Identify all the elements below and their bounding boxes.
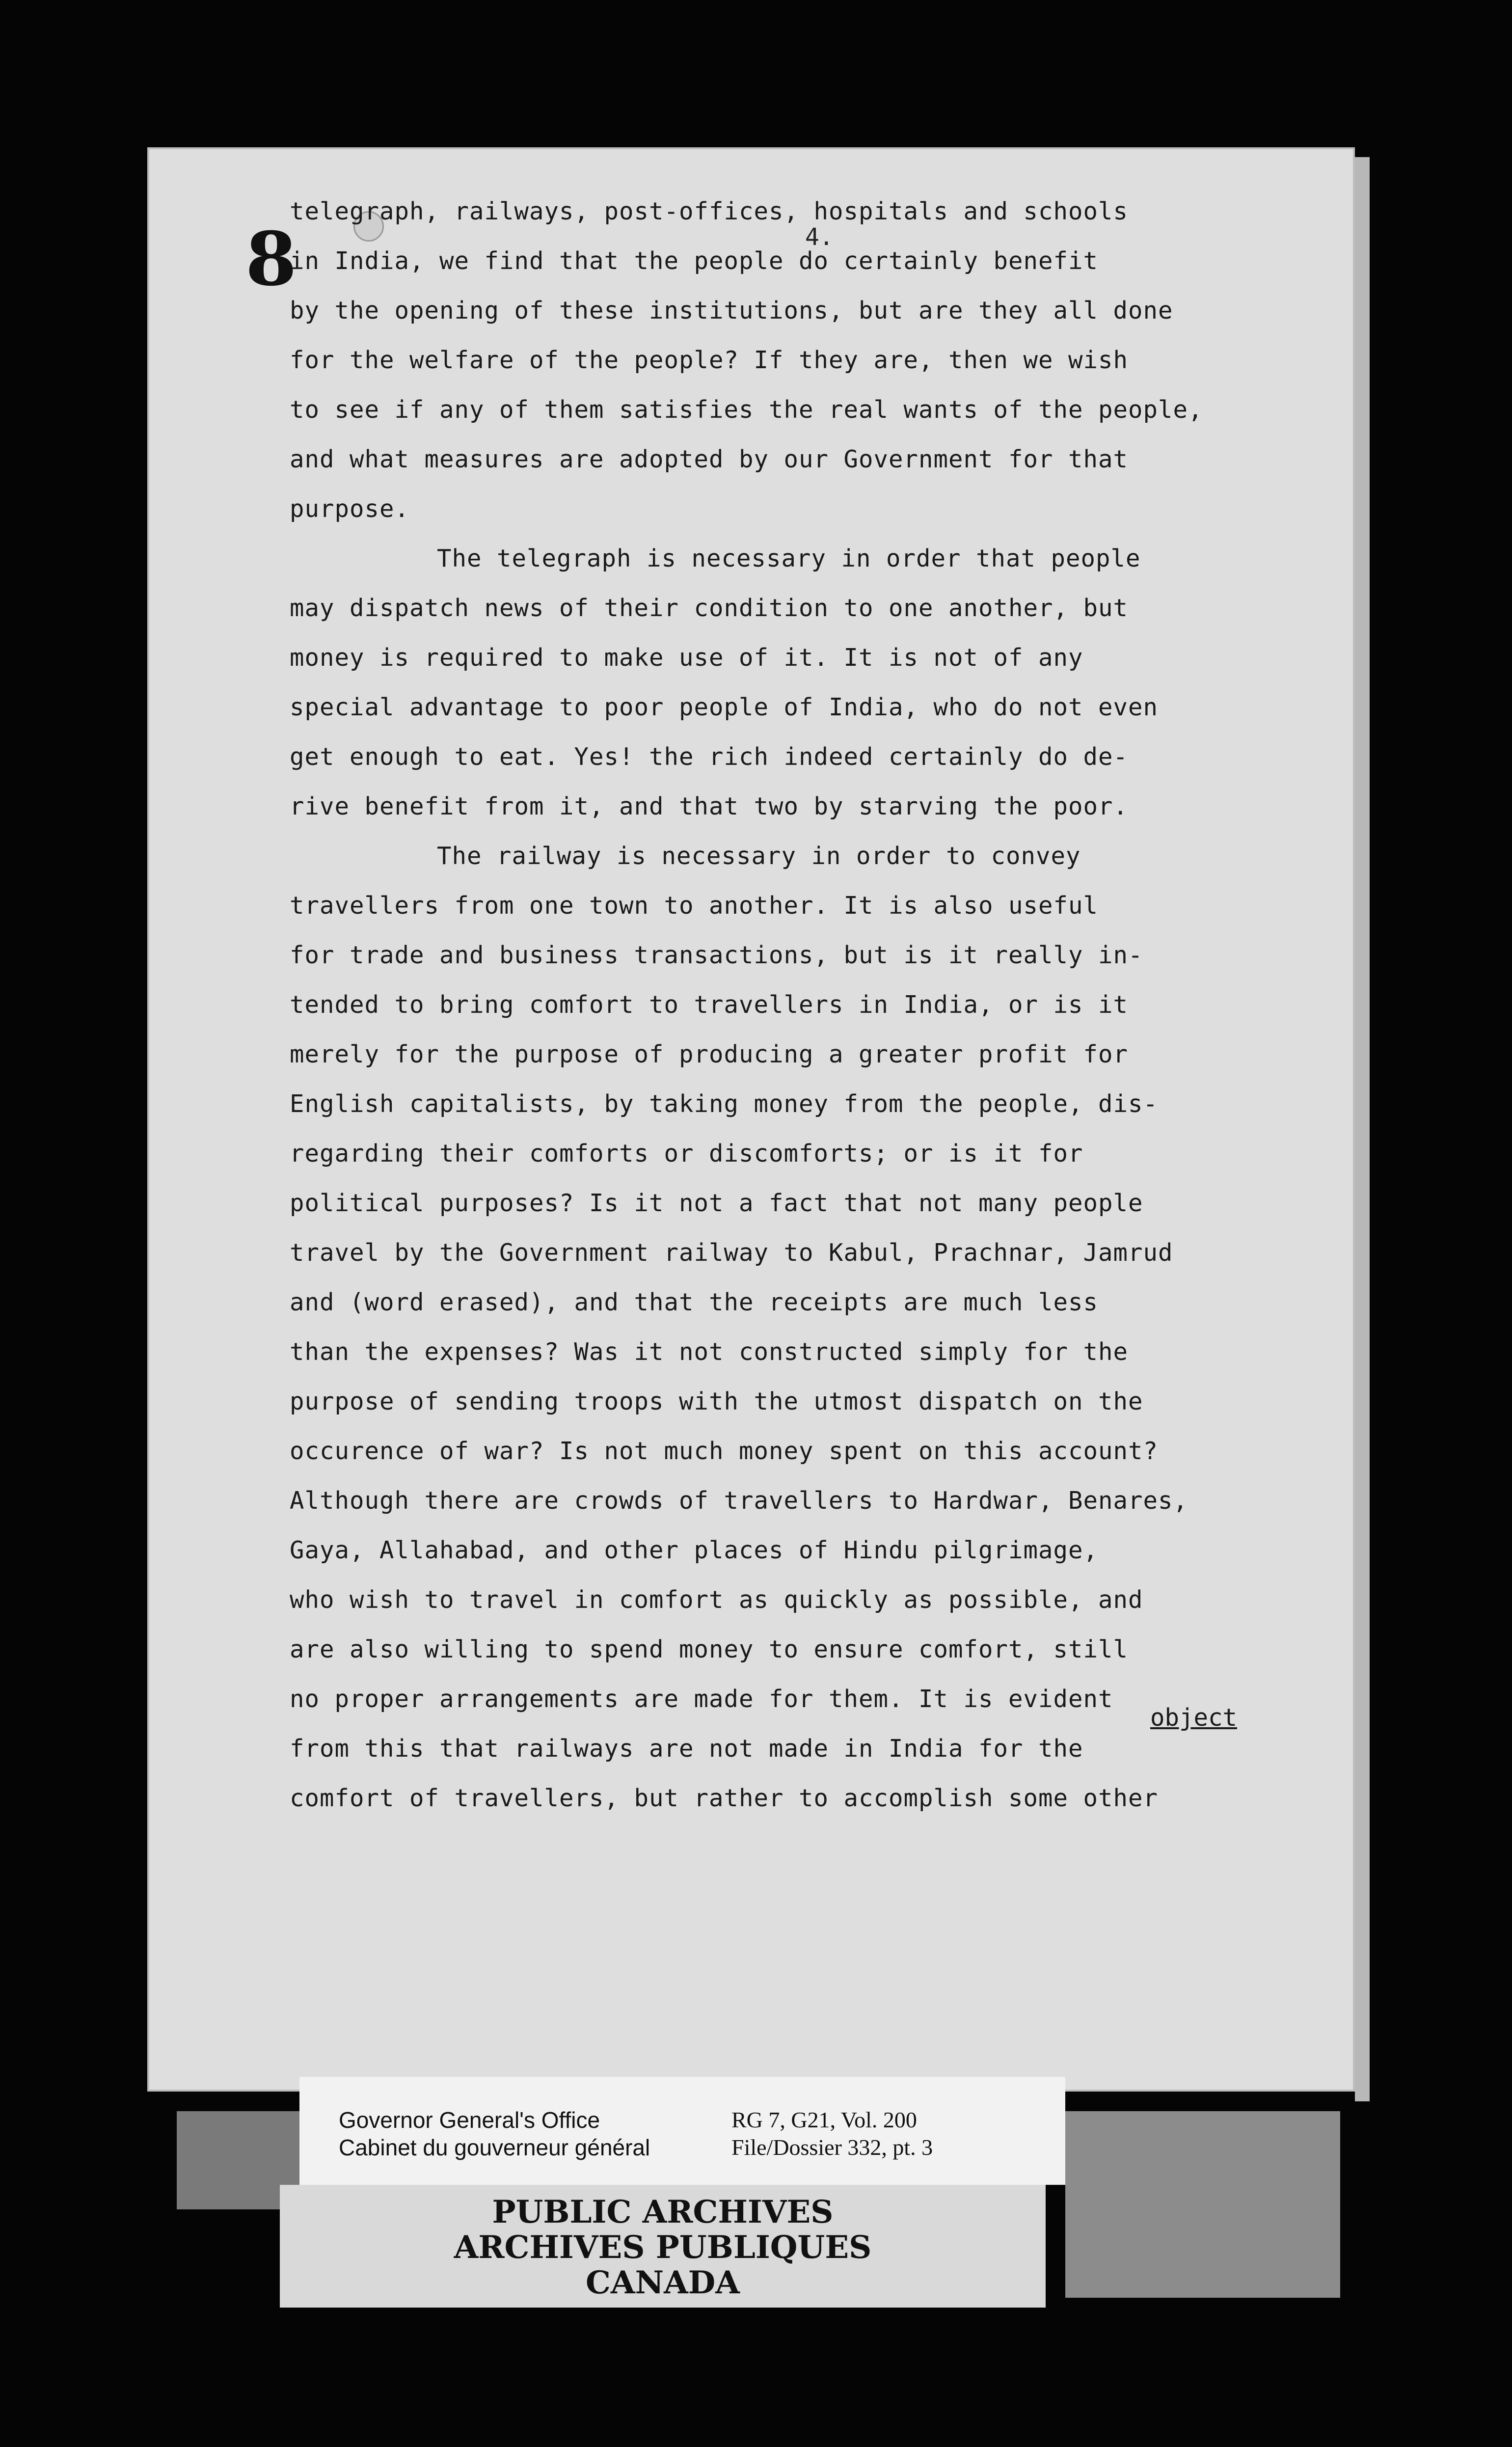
text-line: and what measures are adopted by our Government for that [290, 445, 1129, 473]
text-line: rive benefit from it, and that two by starving the poor. [290, 792, 1129, 820]
text-line: may dispatch news of their condition to one another, but [290, 594, 1129, 622]
text-line: are also willing to spend money to ensure comfort, still [290, 1635, 1129, 1663]
office-fr: Cabinet du gouverneur général [339, 2135, 650, 2160]
archive-label-office [339, 2106, 650, 2161]
text-line: Gaya, Allahabad, and other places of Hindu pilgrimage, [290, 1536, 1099, 1564]
text-line: The telegraph is necessary in order that people [437, 544, 1141, 572]
archives-stamp [280, 2185, 1046, 2308]
stamp-line-3: CANADA [586, 2264, 740, 2301]
text-line: than the expenses? Was it not constructed simply for the [290, 1338, 1129, 1366]
archive-label [299, 2077, 1065, 2185]
text-line: for trade and business transactions, but is it really in- [290, 941, 1143, 969]
body-text [290, 187, 1370, 1823]
text-line: get enough to eat. Yes! the rich indeed certainly do de- [290, 743, 1129, 771]
text-line: travellers from one town to another. It is also useful [290, 892, 1099, 920]
text-line: purpose. [290, 495, 410, 523]
record-group: RG 7, G21, Vol. 200 [731, 2107, 917, 2132]
film-margin-right [1065, 2111, 1340, 2298]
text-line: purpose of sending troops with the utmost dispatch on the [290, 1387, 1143, 1415]
text-line: who wish to travel in comfort as quickly as possible, and [290, 1586, 1143, 1614]
text-line: regarding their comforts or discomforts; or is it for [290, 1140, 1083, 1168]
stamp-line-2: ARCHIVES PUBLIQUES [454, 2229, 872, 2266]
text-line: political purposes? Is it not a fact that not many people [290, 1189, 1143, 1217]
text-line: merely for the purpose of producing a greater profit for [290, 1040, 1129, 1068]
file-number: File/Dossier 332, pt. 3 [731, 2135, 933, 2160]
office-en: Governor General's Office [339, 2107, 600, 2133]
text-line: occurence of war? Is not much money spent on this account? [290, 1437, 1159, 1465]
text-line: The railway is necessary in order to convey [437, 842, 1081, 870]
text-line: Although there are crowds of travellers to Hardwar, Benares, [290, 1487, 1188, 1515]
text-line: and (word erased), and that the receipts are much less [290, 1288, 1099, 1316]
text-line: in India, we find that the people do certainly benefit [290, 247, 1099, 275]
stamp-line-1: PUBLIC ARCHIVES [492, 2194, 834, 2230]
archive-label-reference [731, 2106, 933, 2161]
text-line: for the welfare of the people? If they are, then we wish [290, 346, 1129, 374]
text-line: no proper arrangements are made for them. It is evident [290, 1685, 1113, 1713]
text-line: money is required to make use of it. It is not of any [290, 644, 1083, 672]
page-number: 4. [805, 223, 834, 251]
text-line: tended to bring comfort to travellers in India, or is it [290, 991, 1129, 1019]
text-line: by the opening of these institutions, but are they all done [290, 297, 1173, 325]
text-line: from this that railways are not made in India for the [290, 1735, 1083, 1763]
text-line: English capitalists, by taking money from the people, dis- [290, 1090, 1159, 1118]
corner-mark: 8 [245, 216, 297, 302]
text-line: telegraph, railways, post-offices, hospitals and schools [290, 197, 1129, 225]
text-line: special advantage to poor people of India, who do not even [290, 693, 1159, 721]
catchword: object [1150, 1704, 1237, 1732]
text-line: travel by the Government railway to Kabul, Prachnar, Jamrud [290, 1239, 1173, 1267]
text-line: to see if any of them satisfies the real wants of the people, [290, 396, 1203, 424]
text-line: comfort of travellers, but rather to accomplish some other [290, 1784, 1159, 1812]
